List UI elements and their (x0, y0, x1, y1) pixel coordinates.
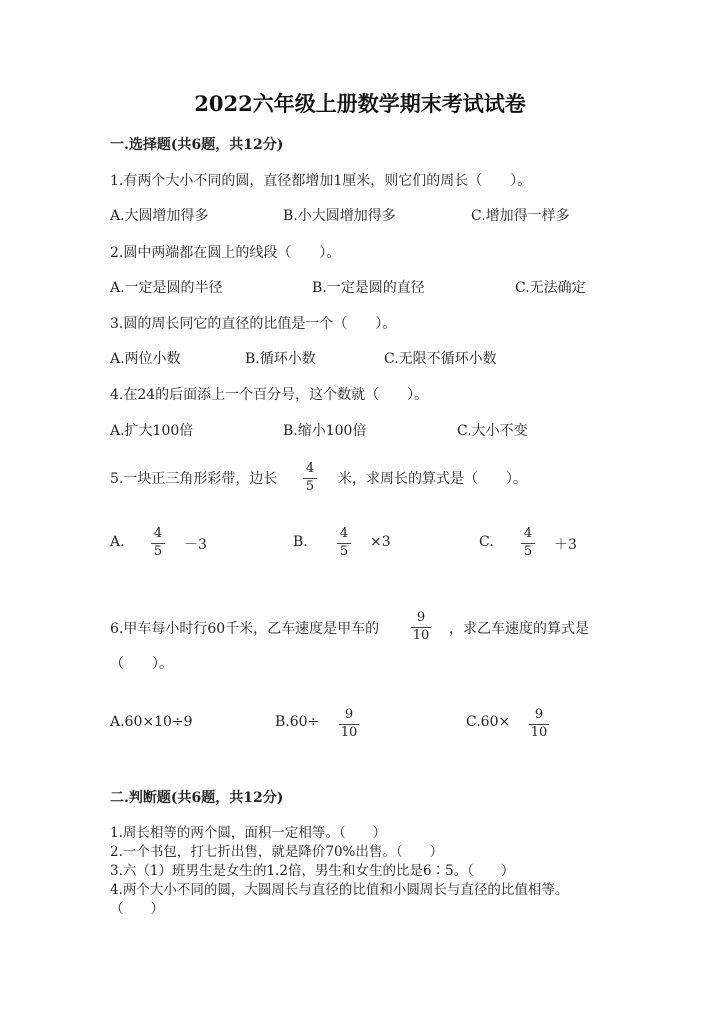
q2-option-b: B.一定是圆的直径 (312, 280, 425, 296)
judgement-item-1: 1.周长相等的两个圆，面积一定相等。（ ） (110, 825, 387, 841)
q5-option-a-label: A. (110, 534, 125, 550)
q6-c-denominator: 10 (530, 725, 548, 740)
section-heading-choice: 一.选择题(共6题，共12分) (110, 137, 284, 153)
q4-option-a: A.扩大100倍 (110, 423, 194, 439)
q5-option-c-fraction (521, 527, 535, 559)
q5-option-b-op: ×3 (370, 534, 391, 550)
q1-option-a: A.大圆增加得多 (110, 208, 209, 224)
question-3: 3.圆的周长同它的直径的比值是一个（ ）。 (110, 316, 397, 332)
page-title: 2022六年级上册数学期末考试试卷 (194, 91, 526, 116)
q6-fraction-numerator: 9 (416, 610, 426, 625)
q5-fraction-numerator: 4 (305, 461, 315, 476)
question-6-line2: （ ）。 (110, 656, 173, 672)
q2-option-c: C.无法确定 (515, 280, 586, 296)
judgement-item-4: 4.两个大小不同的圆，大圆周长与直径的比值和小圆周长与直径的比值相等。 (110, 882, 569, 898)
q1-option-c: C.增加得一样多 (471, 208, 570, 224)
q1-option-b: B.小大圆增加得多 (283, 208, 396, 224)
q2-option-a: A.一定是圆的半径 (110, 280, 223, 296)
q6-b-numerator: 9 (344, 707, 354, 722)
section-heading-judgement: 二.判断题(共6题，共12分) (110, 790, 284, 806)
q5-option-a-op: －3 (184, 537, 207, 553)
q6-fraction (411, 611, 431, 643)
question-6-text-before: 6.甲车每小时行60千米，乙车速度是甲车的 (110, 621, 380, 637)
question-5-text-before: 5.一块正三角形彩带，边长 (110, 471, 278, 487)
q5-b-numerator: 4 (339, 526, 349, 541)
judgement-item-2: 2.一个书包，打七折出售，就是降价70%出售。（ ） (110, 844, 444, 860)
judgement-item-4-line2: （ ） (110, 901, 164, 917)
q4-option-b: B.缩小100倍 (283, 423, 367, 439)
q5-b-denominator: 5 (339, 544, 349, 559)
q6-option-c-label: C.60× (466, 714, 511, 730)
q5-fraction-denominator: 5 (305, 479, 315, 494)
q4-option-c: C.大小不变 (457, 423, 528, 439)
q5-c-numerator: 4 (523, 526, 533, 541)
q6-option-b-fraction (339, 708, 359, 740)
q6-fraction-denominator: 10 (412, 628, 430, 643)
question-4: 4.在24的后面添上一个百分号，这个数就（ ）。 (110, 387, 429, 403)
q5-option-c-op: ＋3 (554, 537, 577, 553)
question-1: 1.有两个大小不同的圆，直径都增加1厘米，则它们的周长（ ）。 (110, 173, 532, 189)
q6-option-c-fraction (529, 708, 549, 740)
q6-option-b-label: B.60÷ (275, 714, 320, 730)
q5-option-b-label: B. (293, 534, 308, 550)
q5-a-denominator: 5 (153, 544, 163, 559)
q3-option-b: B.循环小数 (245, 351, 316, 367)
question-5-text-after: 米，求周长的算式是（ ）。 (338, 471, 527, 487)
q6-b-denominator: 10 (340, 725, 358, 740)
q5-option-c-label: C. (479, 534, 494, 550)
q5-a-numerator: 4 (153, 526, 163, 541)
q6-c-numerator: 9 (534, 707, 544, 722)
q3-option-a: A.两位小数 (110, 351, 181, 367)
q6-option-a: A.60×10÷9 (110, 714, 193, 730)
q5-option-b-fraction (337, 527, 351, 559)
question-2: 2.圆中两端都在圆上的线段（ ）。 (110, 245, 341, 261)
q5-option-a-fraction (151, 527, 165, 559)
q5-fraction (303, 462, 317, 494)
q5-c-denominator: 5 (523, 544, 533, 559)
question-6-text-after: ，求乙车速度的算式是 (449, 621, 589, 637)
q3-option-c: C.无限不循环小数 (384, 351, 497, 367)
judgement-item-3: 3.六（1）班男生是女生的1.2倍，男生和女生的比是6∶5。（ ） (110, 863, 515, 879)
